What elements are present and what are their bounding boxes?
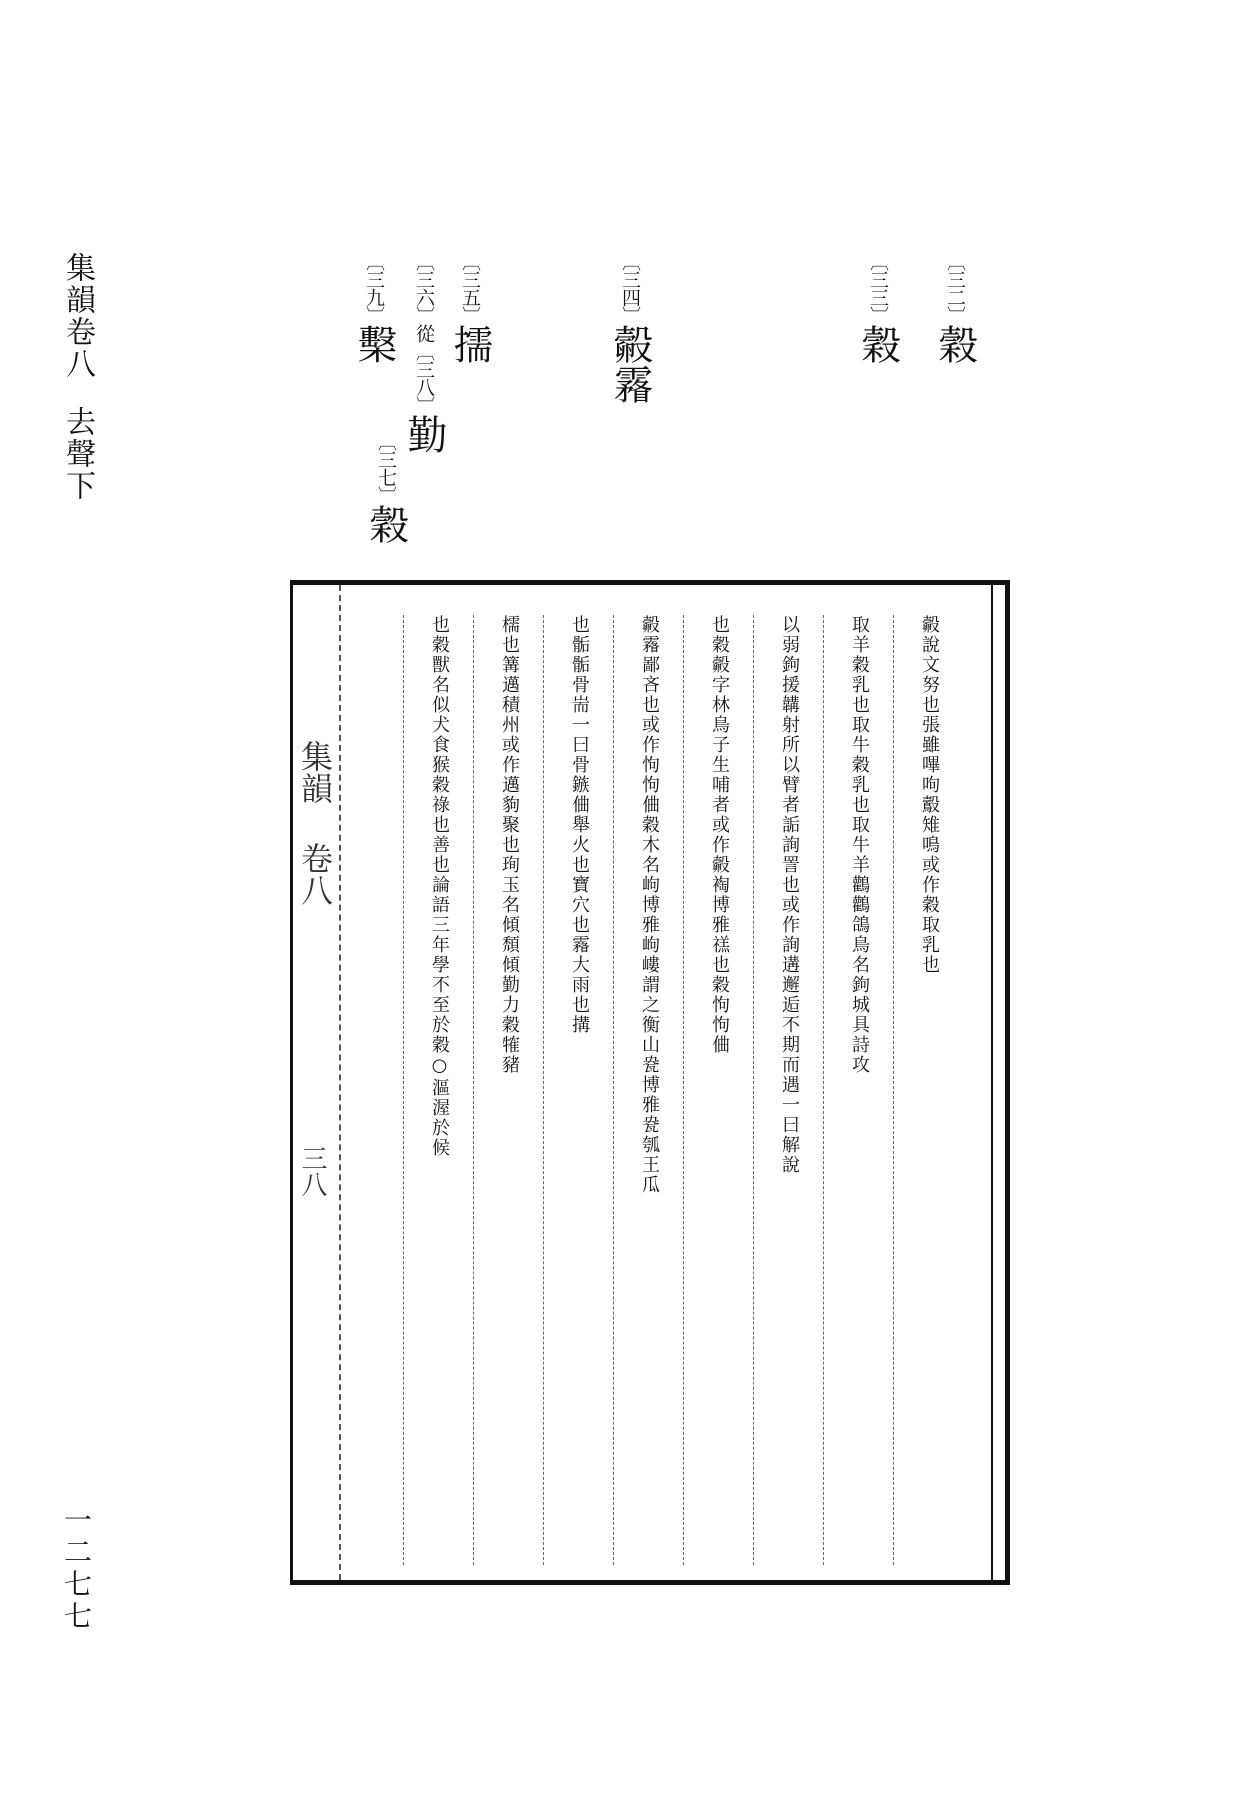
block-gutter	[293, 585, 341, 1580]
book-title: 集韻卷八	[60, 252, 95, 380]
note-char: 勤	[401, 414, 447, 454]
text-column	[473, 615, 544, 1565]
running-head	[60, 252, 95, 502]
woodblock-page	[290, 580, 1010, 1585]
text-column	[613, 615, 684, 1565]
collation-note	[363, 432, 409, 544]
note-char: 檕	[351, 324, 397, 364]
text-column	[403, 615, 474, 1565]
collation-note	[447, 252, 493, 364]
note-mark: 〔三三〕	[867, 252, 889, 324]
column-text: 也穀獸名似犬食猴穀祿也善也論語三年學不至於穀○漚渥於候	[429, 615, 450, 1158]
page-number: 一二七七	[60, 1505, 93, 1633]
section-title: 去聲下	[60, 406, 95, 502]
text-column	[823, 615, 894, 1565]
note-char: 穀	[363, 504, 409, 544]
collation-note	[932, 252, 978, 364]
note-mark: 〔三二〕	[944, 252, 966, 324]
note-char: 擩	[447, 324, 493, 364]
column-text: 檽也篝邁積州或作邁豿聚也珣玉名傾頹傾勤力穀㹊豬	[499, 615, 520, 1075]
text-column	[753, 615, 824, 1565]
text-column	[543, 615, 614, 1565]
note-mark: 〔三四〕	[619, 252, 641, 324]
text-column	[683, 615, 754, 1565]
note-char: 穀	[855, 324, 901, 364]
collation-note	[401, 252, 447, 454]
collation-note	[855, 252, 901, 364]
collation-note	[351, 252, 397, 364]
collation-note	[607, 252, 653, 404]
text-column	[893, 615, 964, 1565]
note-mark: 〔三九〕	[363, 252, 385, 324]
column-text: 㲉霿鄙吝也或作怐怐㑋穀木名岣博雅岣嶁謂之衡山㼜博雅㼜瓠王瓜	[639, 615, 660, 1195]
gutter-label: 集韻 卷八	[296, 740, 334, 906]
note-char: 㲉霿	[607, 324, 653, 404]
column-text: 也穀㲉字林鳥子生哺者或作㲉裪博雅禚也穀怐怐㑋	[709, 615, 730, 1055]
note-mark: 〔三七〕	[375, 432, 397, 504]
note-char: 穀	[932, 324, 978, 364]
gutter-folio: 三八	[297, 1145, 327, 1197]
column-text: 取羊穀乳也取牛穀乳也取牛羊鸛鸛鴿鳥名鉤城具詩攻	[849, 615, 870, 1075]
column-text: 也骺骺骨耑一曰骨鏃㑋舉火也寶穴也霿大雨也搆	[569, 615, 590, 1035]
note-mark: 〔三六〕從〔三八〕	[413, 252, 435, 414]
column-text: 㲉說文努也張雖嗶呴鷇雉鳴或作穀取乳也	[919, 615, 940, 975]
column-text: 以弱鉤援韝射所以臂者詬詢詈也或作詢遘邂逅不期而遇一曰解說	[779, 615, 800, 1175]
note-mark: 〔三五〕	[459, 252, 481, 324]
